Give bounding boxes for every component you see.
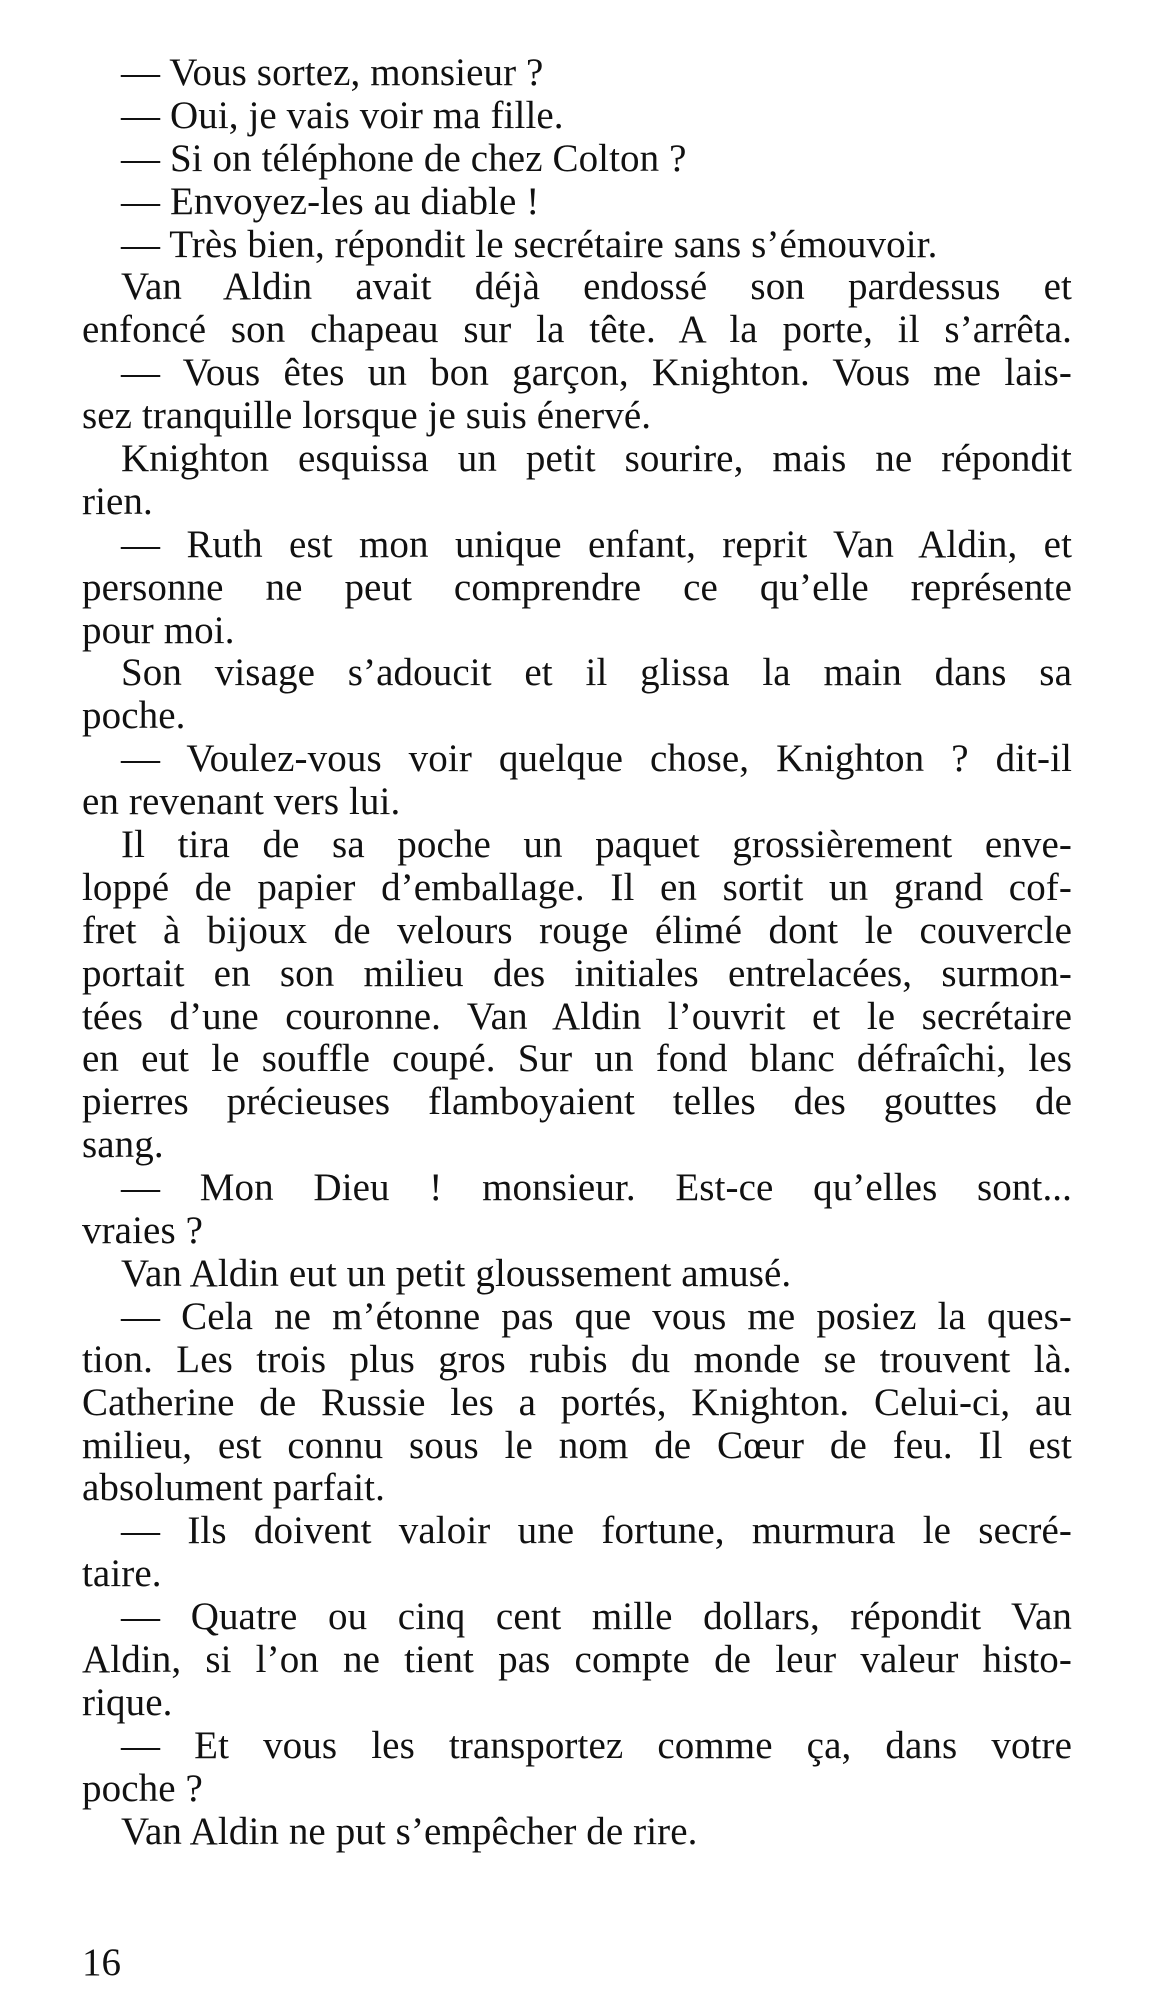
text-line: poche.	[82, 694, 186, 738]
text-line: — Vous sortez, monsieur ?	[121, 51, 544, 94]
text-line: en eut le souffle coupé. Sur un fond blanc défraîchi, les	[82, 1037, 1072, 1081]
text-line: Il tira de sa poche un paquet grossièrement enve-	[121, 823, 1072, 867]
text-line: vraies ?	[82, 1209, 203, 1253]
text-line: Catherine de Russie les a portés, Knighton. Celui-ci, au	[82, 1380, 1072, 1424]
text-line: — Très bien, répondit le secrétaire sans s’émouvoir.	[121, 222, 938, 266]
text-line: portait en son milieu des initiales entrelacées, surmon-	[82, 951, 1072, 995]
text-line: Van Aldin eut un petit gloussement amusé.	[121, 1251, 792, 1295]
text-line: — Envoyez-les au diable !	[121, 179, 540, 223]
text-line: en revenant vers lui.	[82, 780, 401, 824]
text-line: enfoncé son chapeau sur la tête. A la porte, il s’arrêta.	[82, 308, 1072, 352]
text-line: milieu, est connu sous le nom de Cœur de feu. Il est	[82, 1423, 1072, 1467]
text-line: Son visage s’adoucit et il glissa la main dans sa	[121, 651, 1072, 695]
text-line: — Ruth est mon unique enfant, reprit Van Aldin, et	[121, 522, 1072, 566]
text-line: sang.	[82, 1123, 164, 1167]
text-line: poche ?	[82, 1766, 203, 1810]
text-line: personne ne peut comprendre ce qu’elle représente	[82, 565, 1072, 609]
text-line: — Mon Dieu ! monsieur. Est-ce qu’elles sont...	[121, 1166, 1072, 1210]
text-line: Van Aldin avait déjà endossé son pardessus et	[121, 265, 1072, 309]
text-line: pierres précieuses flamboyaient telles des gouttes de	[82, 1080, 1072, 1124]
text-line: — Vous êtes un bon garçon, Knighton. Vous me lais-	[121, 351, 1072, 395]
text-line: loppé de papier d’emballage. Il en sortit un grand cof-	[82, 865, 1072, 909]
text-line: sez tranquille lorsque je suis énervé.	[82, 394, 652, 438]
text-line: tion. Les trois plus gros rubis du monde se trouvent là.	[82, 1337, 1072, 1381]
text-line: — Voulez-vous voir quelque chose, Knighton ? dit-il	[121, 737, 1072, 781]
text-line: Knighton esquissa un petit sourire, mais ne répondit	[121, 437, 1072, 481]
text-line: rien.	[82, 479, 153, 523]
text-line: — Ils doivent valoir une fortune, murmura le secré-	[121, 1509, 1072, 1553]
text-line: — Oui, je vais voir ma fille.	[121, 93, 564, 137]
text-line: — Si on téléphone de chez Colton ?	[121, 136, 687, 180]
text-line: Aldin, si l’on ne tient pas compte de leur valeur histo-	[82, 1637, 1072, 1681]
body-text	[82, 52, 1072, 1853]
text-line: — Cela ne m’étonne pas que vous me posiez la ques-	[121, 1294, 1072, 1338]
text-line: rique.	[82, 1680, 173, 1724]
text-line: taire.	[82, 1552, 162, 1596]
text-line: — Et vous les transportez comme ça, dans votre	[121, 1723, 1072, 1767]
text-line: Van Aldin ne put s’empêcher de rire.	[121, 1809, 698, 1853]
page-number: 16	[82, 1941, 121, 1984]
text-line: fret à bijoux de velours rouge élimé dont le couvercle	[82, 908, 1072, 952]
text-line: tées d’une couronne. Van Aldin l’ouvrit et le secrétaire	[82, 994, 1072, 1038]
text-line: pour moi.	[82, 608, 235, 652]
text-line: absolument parfait.	[82, 1466, 385, 1510]
text-line: — Quatre ou cinq cent mille dollars, répondit Van	[121, 1595, 1072, 1639]
